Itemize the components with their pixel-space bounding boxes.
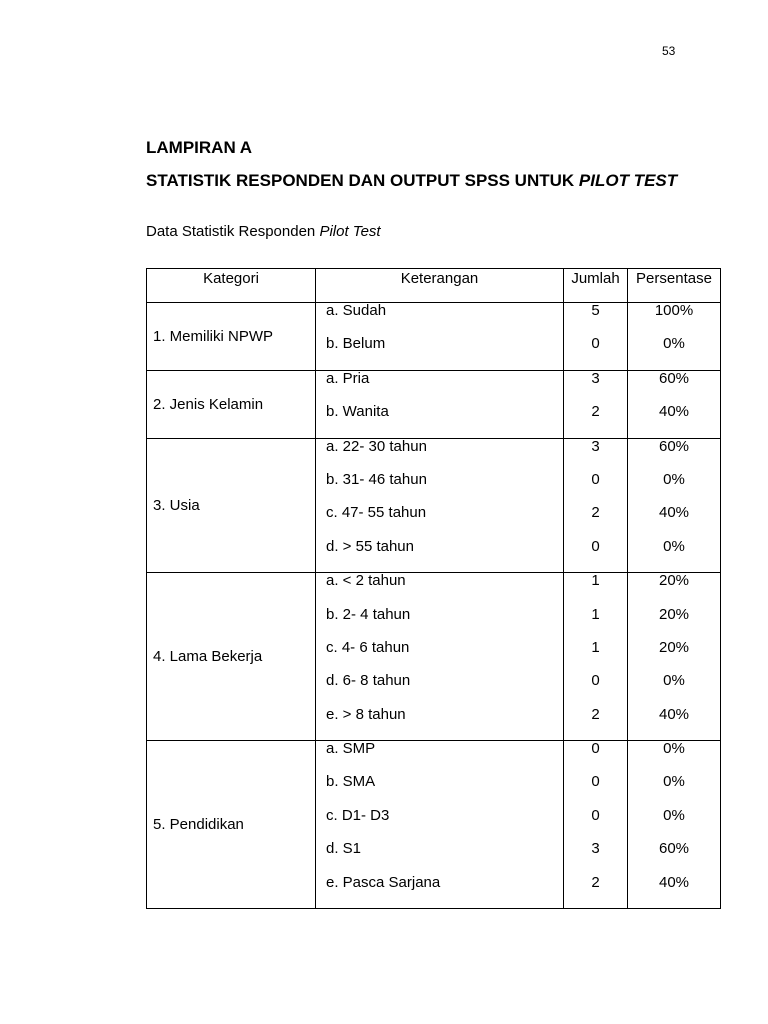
persentase-value: 0% <box>663 470 685 488</box>
keterangan-cell <box>316 573 564 741</box>
table-body <box>147 303 721 909</box>
persentase-value: 0% <box>663 537 685 555</box>
section-heading-italic: PILOT TEST <box>578 171 678 190</box>
keterangan-item: b. Wanita <box>326 403 389 421</box>
jumlah-value: 1 <box>591 572 600 590</box>
table-row <box>147 438 721 573</box>
jumlah-value: 2 <box>591 504 600 522</box>
persentase-value: 20% <box>658 605 690 623</box>
section-heading-main: STATISTIK RESPONDEN DAN OUTPUT SPSS UNTUK <box>146 171 579 190</box>
category-cell: 1. Memiliki NPWP <box>147 303 316 371</box>
persentase-value: 0% <box>663 806 685 824</box>
jumlah-value: 1 <box>591 638 600 656</box>
jumlah-value: 0 <box>591 672 600 690</box>
persentase-value: 60% <box>658 369 690 387</box>
jumlah-cell <box>564 741 628 909</box>
header-keterangan: Keterangan <box>316 269 564 303</box>
jumlah-value: 0 <box>591 537 600 555</box>
keterangan-item: c. 4- 6 tahun <box>326 638 410 656</box>
persentase-value: 0% <box>663 773 685 791</box>
table-header-row <box>147 269 721 303</box>
jumlah-value: 0 <box>591 740 600 758</box>
jumlah-value: 2 <box>591 403 600 421</box>
keterangan-item: b. SMA <box>326 773 376 791</box>
category-cell: 2. Jenis Kelamin <box>147 370 316 438</box>
keterangan-item: b. Belum <box>326 335 386 353</box>
keterangan-item: c. D1- D3 <box>326 806 390 824</box>
keterangan-item: a. Sudah <box>326 302 387 319</box>
table-caption-main: Data Statistik Responden <box>146 223 320 240</box>
keterangan-item: b. 2- 4 tahun <box>326 605 411 623</box>
header-kategori: Kategori <box>147 269 316 303</box>
category-cell: 3. Usia <box>147 438 316 573</box>
persentase-cell <box>628 370 721 438</box>
persentase-value: 40% <box>658 403 690 421</box>
jumlah-cell <box>564 573 628 741</box>
keterangan-cell <box>316 303 564 371</box>
keterangan-item: d. S1 <box>326 840 362 858</box>
section-heading <box>146 170 686 192</box>
jumlah-value: 2 <box>591 873 600 891</box>
persentase-value: 0% <box>663 740 685 758</box>
persentase-value: 60% <box>658 437 690 455</box>
keterangan-item: a. < 2 tahun <box>326 572 406 590</box>
keterangan-cell <box>316 370 564 438</box>
keterangan-cell <box>316 438 564 573</box>
persentase-value: 20% <box>658 638 690 656</box>
page-number: 53 <box>662 44 676 58</box>
header-jumlah: Jumlah <box>564 269 628 303</box>
persentase-value: 40% <box>658 504 690 522</box>
persentase-cell <box>628 741 721 909</box>
keterangan-item: a. Pria <box>326 369 370 387</box>
keterangan-item: d. 6- 8 tahun <box>326 672 411 690</box>
keterangan-item: e. > 8 tahun <box>326 705 406 723</box>
keterangan-item: d. > 55 tahun <box>326 537 414 555</box>
respondent-statistics-table <box>146 268 721 909</box>
jumlah-value: 3 <box>591 437 600 455</box>
persentase-cell <box>628 438 721 573</box>
jumlah-cell <box>564 438 628 573</box>
keterangan-cell <box>316 741 564 909</box>
keterangan-item: e. Pasca Sarjana <box>326 873 441 891</box>
keterangan-item: c. 47- 55 tahun <box>326 504 427 522</box>
persentase-value: 40% <box>658 873 690 891</box>
header-persentase: Persentase <box>628 269 721 303</box>
jumlah-cell <box>564 370 628 438</box>
jumlah-value: 2 <box>591 705 600 723</box>
table-caption-italic: Pilot Test <box>319 223 381 240</box>
persentase-value: 0% <box>663 335 685 353</box>
jumlah-value: 3 <box>591 369 600 387</box>
persentase-value: 60% <box>658 840 690 858</box>
jumlah-value: 5 <box>591 302 600 319</box>
appendix-heading: LAMPIRAN A <box>146 138 253 157</box>
table-row <box>147 741 721 909</box>
jumlah-value: 0 <box>591 773 600 791</box>
persentase-cell <box>628 303 721 371</box>
table-caption <box>146 223 381 240</box>
persentase-value: 20% <box>658 572 690 590</box>
jumlah-value: 3 <box>591 840 600 858</box>
category-cell: 5. Pendidikan <box>147 741 316 909</box>
keterangan-item: b. 31- 46 tahun <box>326 470 427 488</box>
persentase-value: 40% <box>658 705 690 723</box>
table-row <box>147 303 721 371</box>
jumlah-cell <box>564 303 628 371</box>
category-cell: 4. Lama Bekerja <box>147 573 316 741</box>
jumlah-value: 1 <box>591 605 600 623</box>
table-row <box>147 573 721 741</box>
keterangan-item: a. SMP <box>326 740 376 758</box>
persentase-value: 100% <box>654 302 694 319</box>
jumlah-value: 0 <box>591 470 600 488</box>
keterangan-item: a. 22- 30 tahun <box>326 437 427 455</box>
jumlah-value: 0 <box>591 806 600 824</box>
persentase-cell <box>628 573 721 741</box>
table-row <box>147 370 721 438</box>
persentase-value: 0% <box>663 672 685 690</box>
jumlah-value: 0 <box>591 335 600 353</box>
